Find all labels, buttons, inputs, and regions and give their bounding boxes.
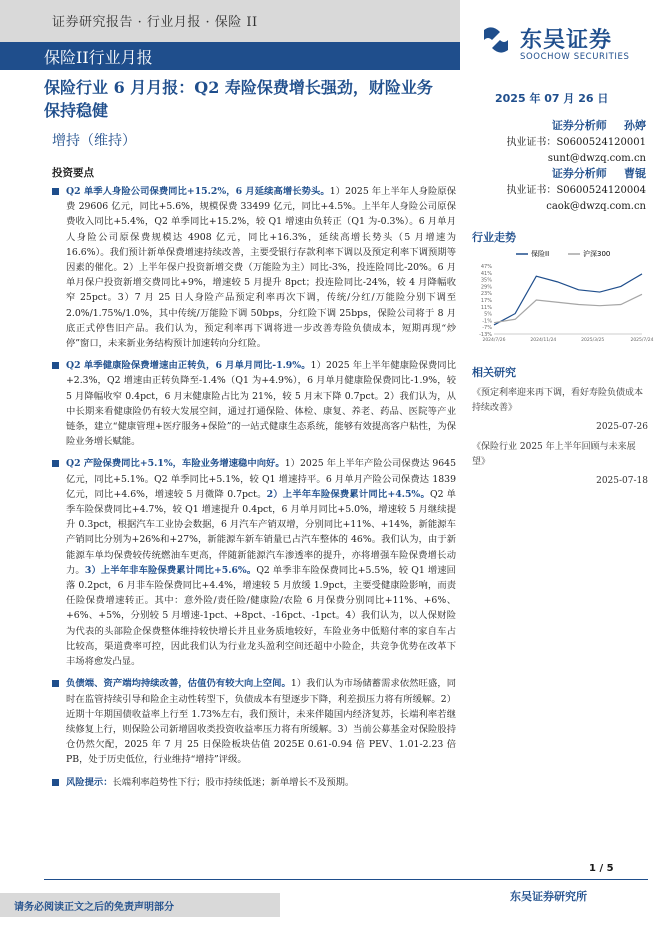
breadcrumb: 证券研究报告 · 行业月报 · 保险 II (52, 15, 258, 30)
x-tick-label: 2025/7/24 (630, 338, 654, 343)
point-1 (52, 184, 456, 351)
analyst-2-email[interactable]: caok@dwzq.com.cn (546, 201, 646, 212)
series-line-insurance (494, 274, 642, 325)
chart-series (494, 274, 642, 325)
analyst-1-title (466, 118, 646, 135)
y-tick-label: 5% (484, 311, 492, 318)
point-3 (52, 456, 456, 669)
rating: 增持（维持） (52, 133, 136, 149)
related-heading: 相关研究 (472, 366, 516, 379)
x-tick-label: 2025/3/25 (581, 338, 605, 343)
logo-name-cn: 东吴证券 (520, 28, 613, 53)
disclaimer-note: 请务必阅读正文之后的免责声明部分 (14, 902, 174, 913)
analyst-2-role: 证券分析师 (551, 167, 607, 180)
related-item-2[interactable]: 《保险行业 2025 年上半年回顾与未来展望》 (472, 442, 636, 467)
point-3-lead-3: 3）上半年非车险保费累计同比+5.6%。 (84, 564, 257, 576)
report-genre: 保险II行业月报 (44, 48, 153, 67)
analyst-2 (466, 166, 646, 215)
point-3-lead-2: 2）上半年车险保费累计同比+4.5%。 (266, 488, 430, 500)
analyst-1 (466, 118, 646, 167)
related-research (472, 364, 648, 486)
y-tick-label: 41% (480, 270, 492, 277)
report-title: 保险行业 6 月月报：Q2 寿险保费增长强劲，财险业务保持稳健 (44, 78, 433, 120)
chart-legend (516, 249, 610, 258)
bullet-icon (52, 779, 59, 786)
y-tick-label: -7% (482, 325, 492, 332)
analyst-1-role: 证券分析师 (551, 119, 607, 132)
legend-label-insurance: 保险II (531, 250, 550, 258)
trend-chart (472, 246, 654, 346)
point-4-body: 1）我们认为市场储蓄需求依然旺盛，同时在监管持续引导和险企主动性转型下，负债成本有望逐步下降，利差损压力将有所缓解。2）近期十年期国债收益率上行至 1.73%左右，我们预计，未来伴随国内经济复苏，长端利率若继续修复上行，则保险公司新增固收类投资收益率压力将有所缓解。3）当前公募基金对保险股持仓仍然欠配，2025 年 7 月 25 日保险板块估值 2025E 0.61-0.94 倍 PEV、1.01-2.23 倍 PB，处于历史低位，行业维持“增持”评级。 (66, 678, 456, 766)
bullet-icon (52, 188, 59, 195)
risk-warning (52, 775, 456, 790)
bullet-icon (52, 460, 59, 467)
y-tick-label: -13% (479, 332, 492, 338)
point-3-lead: Q2 产险保费同比+5.1%，车险业务增速稳中向好。 (66, 458, 285, 470)
footer-divider (44, 879, 648, 880)
point-4-lead: 负债端、资产端均持续改善，估值仍有较大向上空间。 (66, 678, 291, 690)
bullet-icon (52, 680, 59, 687)
related-date-2: 2025-07-18 (596, 476, 648, 486)
related-item-1[interactable]: 《预定利率迎来再下调，看好寿险负债成本持续改善》 (472, 388, 644, 413)
page-number: 1 / 5 (589, 863, 614, 874)
point-3-body: 1）2025 年上半年产险公司保费达 9645 亿元，同比+5.1%。Q2 单季同比+5.1%，较 Q1 增速持平。6 月单月产险公司保费达 1839 亿元，同比+4.6%，增速较 5 月微降 0.7pct。 (66, 458, 456, 500)
analyst-2-title (466, 166, 646, 183)
report-date: 2025 年 07 月 26 日 (495, 92, 609, 105)
logo-name-en: SOOCHOW SECURITIES (520, 52, 630, 62)
firm-logo (478, 20, 648, 68)
cert-label: 执业证书： (506, 185, 557, 196)
y-tick-label: 11% (480, 304, 492, 311)
y-tick-label: 23% (480, 291, 492, 298)
trend-heading: 行业走势 (472, 231, 516, 244)
x-tick-label: 2024/7/26 (482, 338, 506, 343)
y-tick-label: 17% (480, 298, 492, 304)
risk-lead: 风险提示： (66, 776, 113, 788)
y-tick-label: 29% (480, 284, 492, 291)
x-tick-label: 2024/11/24 (530, 338, 557, 343)
y-tick-label: 47% (480, 264, 492, 270)
series-line-csi300 (494, 294, 642, 322)
analyst-1-name: 孙婷 (624, 119, 646, 132)
related-date-1: 2025-07-26 (596, 422, 648, 432)
cert-number: S0600524120001 (556, 137, 646, 148)
footer-firm: 东吴证券研究所 (510, 890, 587, 903)
analyst-2-name: 曹锟 (624, 167, 646, 180)
point-3-body-3: Q2 单季非车险保费同比+5.5%，较 Q1 增速回落 0.2pct，6 月非车险保费同比+4.4%，增速较 5 月放缓 1.9pct，主要受健康险影响，而责任险保费增速转正。其中：意外险/责任险/健康险/农险 6 月保费分别同比+11%、+6%、+6%、+5%，分别较 5 月增速-1pct、+8pct、-16pct、-1pct。4）我们认为，以人保财险为代表的头部险企保费整体维持较快增长并且业务质地较好，车险业务中低赔付率的家自车占比较高，渠道费率可控，因此我们认为行业龙头盈利空间还超中小险企，共竞争优势在改革下丰场将愈发凸显。 (66, 564, 456, 668)
y-tick-label: -1% (482, 318, 492, 325)
point-1-body: 1）2025 年上半年人身险原保费 29606 亿元，同比+5.6%，规模保费 33499 亿元，同比+4.5%。上半年人身险公司原保费收入同比+5.4%，Q2 单季同比+15.2%，较 Q1 增速由负转正（Q1 为-0.3%）。6 月单月人身险公司原保费规模达 4908 亿元，同比+16.3%，延续高增长势头（5 月增速为 16.6%）。我们预计新单保费增速持续改善，主要受银行存款利率下调以及预定利率下调预期等因素的催化。2）上半年保户投资新增交费（万能险为主）同比-3%，投连险同比-20%。6 月单月保户投资新增交费同比+9%，增速较 5 月提升 8pct；投连险同比-24%，较 4 月降幅收窄 25pct。3）7 月 25 日人身险产品预定利率再次下调，传统/分红/万能险分别下调至 2.0%/1.75%/1.0%，其中传统/万能险下调 50bps，分红险下调 25bps，保险公司将于 8 月底正式停售旧产品。我们认为，预定利率再下调将进一步改善寿险负债成本，短期再现“炒停”窗口，未来新业务结构预计加速转向分红险。 (66, 186, 456, 350)
risk-body: 长端利率趋势性下行；股市持续低迷；新单增长不及预期。 (112, 776, 355, 788)
key-points (52, 165, 456, 797)
trend-chart-svg (472, 246, 654, 346)
legend-label-csi300: 沪深300 (583, 250, 611, 258)
point-2 (52, 358, 456, 449)
point-1-lead: Q2 单季人身险公司保费同比+15.2%，6 月延续高增长势头。 (66, 186, 330, 197)
bullet-icon (52, 362, 59, 369)
key-points-heading: 投资要点 (52, 167, 94, 179)
analyst-2-cert (466, 183, 646, 199)
cert-label: 执业证书： (506, 137, 557, 148)
logo-mark-icon (478, 22, 514, 58)
point-4 (52, 676, 456, 767)
point-2-body: 1）2025 年上半年健康险保费同比+2.3%，Q2 增速由正转负降至-1.4%（Q1 为+4.9%），6 月单月健康险保费同比-1.9%，较 5 月降幅收窄 0.4pct，6 月末健康险占比为 21%，较 5 月末下降 0.7pct。2）我们认为，从中长期来看健康险仍有较大发展空间，通过打通保险、体检、康复、养老、药品、医院等产业链条，建立“健康管理+医疗服务+保险”的一站式健康生态系统，能够有效提高客户粘性，为保险业务增长赋能。 (66, 360, 456, 448)
point-2-lead: Q2 单季健康险保费增速由正转负，6 月单月同比-1.9%。 (66, 360, 311, 372)
analyst-1-email[interactable]: sunt@dwzq.com.cn (547, 153, 646, 164)
analyst-1-cert (466, 135, 646, 151)
y-tick-label: 35% (480, 277, 492, 284)
cert-number: S0600524120004 (556, 185, 646, 196)
point-3-body-2: Q2 单季车险保费同比+4.7%，较 Q1 增速提升 0.4pct，6 月单月同比+5.0%，增速较 5 月继续提升 0.3pct，根据汽车工业协会数据，6 月汽车产销双增，分别同比+11%、+14%，新能源车产销同比分别为+26%和+27%，新能源车新车销量已占汽车整体的 46%。我们认为，由于新能源车单均保费较传统燃油车更高，伴随新能源汽车渗透率的提升，亦将增强车险保费增长动力。 (66, 488, 456, 576)
